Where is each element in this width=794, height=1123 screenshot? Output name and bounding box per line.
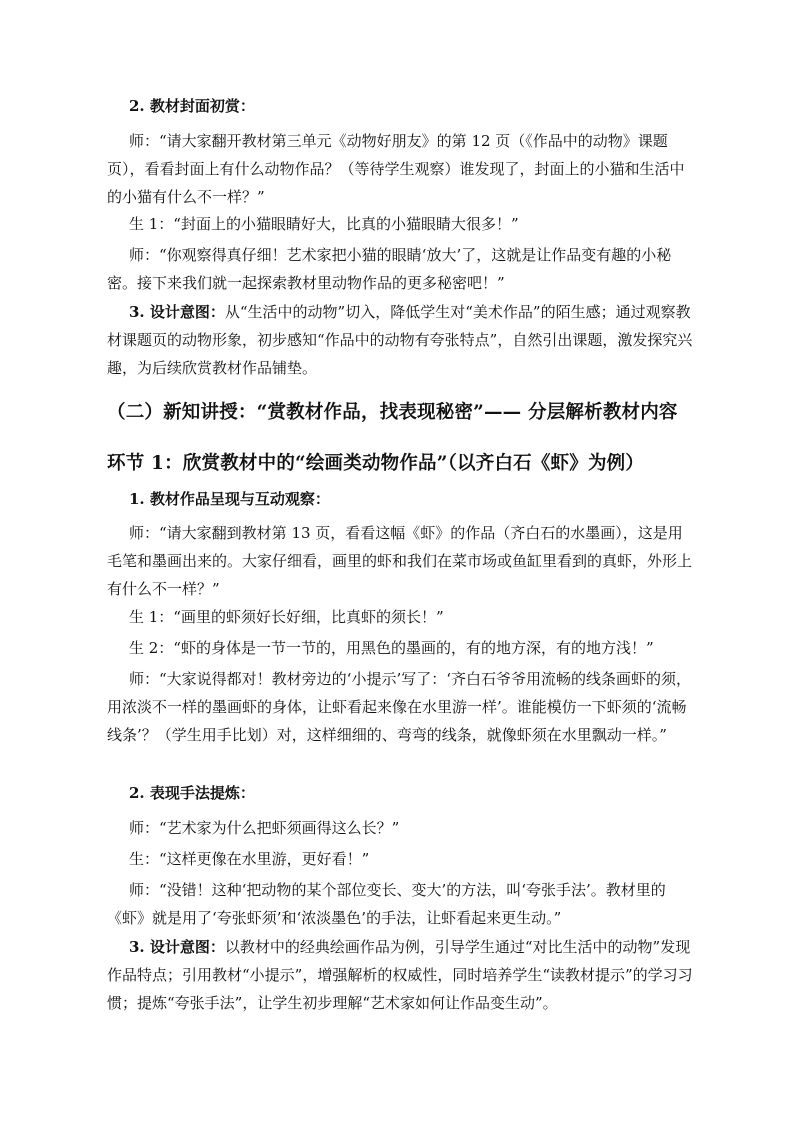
design-intent-text-2: 以教材中的经典绘画作品为例，引导学生通过“对比生活中的动物”发现作品特点；引用教材“小提示”，增强解析的权威性，同时培养学生“读教材提示”的学习习惯；提炼“夸张手法”，让学生初步理解“艺术家如何让作品变生动”。: [107, 938, 693, 1012]
student-line-1: 生 1：“画里的虾须好长好细，比真虾的须长！”: [129, 608, 444, 626]
section-label-cover: 2. 教材封面初赏：: [129, 97, 255, 115]
student-line-2: 生 2：“虾的身体是一节一节的，用黑色的墨画的，有的地方深，有的地方浅！”: [129, 639, 654, 657]
teacher-question: 师：“艺术家为什么把虾须画得这么长？”: [129, 819, 400, 837]
student-line-cover: 生 1：“封面上的小猫眼睛好大，比真的小猫眼睛大很多！”: [129, 215, 519, 233]
teacher-line-cover: 师：“请大家翻开教材第三单元《动物好朋友》的第 12 页（《作品中的动物》课题页），看看封面上有什么动物作品？（等待学生观察）谁发现了，封面上的小猫和生活中的小猫有什么不一样？”: [107, 132, 685, 206]
teacher-line-shrimp: 师：“请大家翻到教材第 13 页，看看这幅《虾》的作品（齐白石的水墨画），这是用毛笔和墨画出来的。大家仔细看，画里的虾和我们在菜市场或鱼缸里看到的真虾，外形上有什么不一样？”: [107, 524, 693, 598]
design-intent-text: 从“生活中的动物”切入，降低学生对“美术作品”的陌生感；通过观察教材课题页的动物形象，初步感知“作品中的动物有夸张特点”，自然引出课题，激发探究兴趣，为后续欣赏教材作品铺垫。: [107, 303, 693, 377]
teacher-line-praise: 师：“你观察得真仔细！艺术家把小猫的眼睛‘放大’了，这就是让作品变有趣的小秘密。接下来我们就一起探索教材里动物作品的更多秘密吧！”: [107, 246, 672, 292]
design-intent-label: 3. 设计意图：: [129, 303, 225, 321]
teacher-line-tip: 师：“大家说得都对！教材旁边的‘小提示’写了：‘齐白石爷爷用流畅的线条画虾的须，用浓淡不一样的墨画虾的身体，让虾看起来像在水里游一样’。谁能模仿一下虾须的‘流畅线条’？（学生用手比划）对，这样细细的、弯弯的线条，就像虾须在水里飘动一样。”: [107, 670, 691, 744]
teacher-summary: 师：“没错！这种‘把动物的某个部位变长、变大’的方法，叫‘夸张手法’。教材里的《虾》就是用了‘夸张虾须’和‘浓淡墨色’的手法，让虾看起来更生动。”: [107, 881, 666, 927]
section-label-observe: 1. 教材作品呈现与互动观察：: [129, 490, 330, 508]
section-heading-main: （二）新知讲授：“赏教材作品，找表现秘密”—— 分层解析教材内容: [107, 402, 678, 423]
student-answer: 生：“这样更像在水里游，更好看！”: [129, 850, 370, 868]
design-intent-2: [107, 933, 697, 1017]
design-intent-1: [107, 298, 697, 382]
section-label-technique: 2. 表现手法提炼：: [129, 784, 255, 802]
design-intent-label-2: 3. 设计意图：: [129, 938, 225, 956]
section-heading-sub: 环节 1：欣赏教材中的“绘画类动物作品”（以齐白石《虾》为例）: [107, 453, 645, 474]
